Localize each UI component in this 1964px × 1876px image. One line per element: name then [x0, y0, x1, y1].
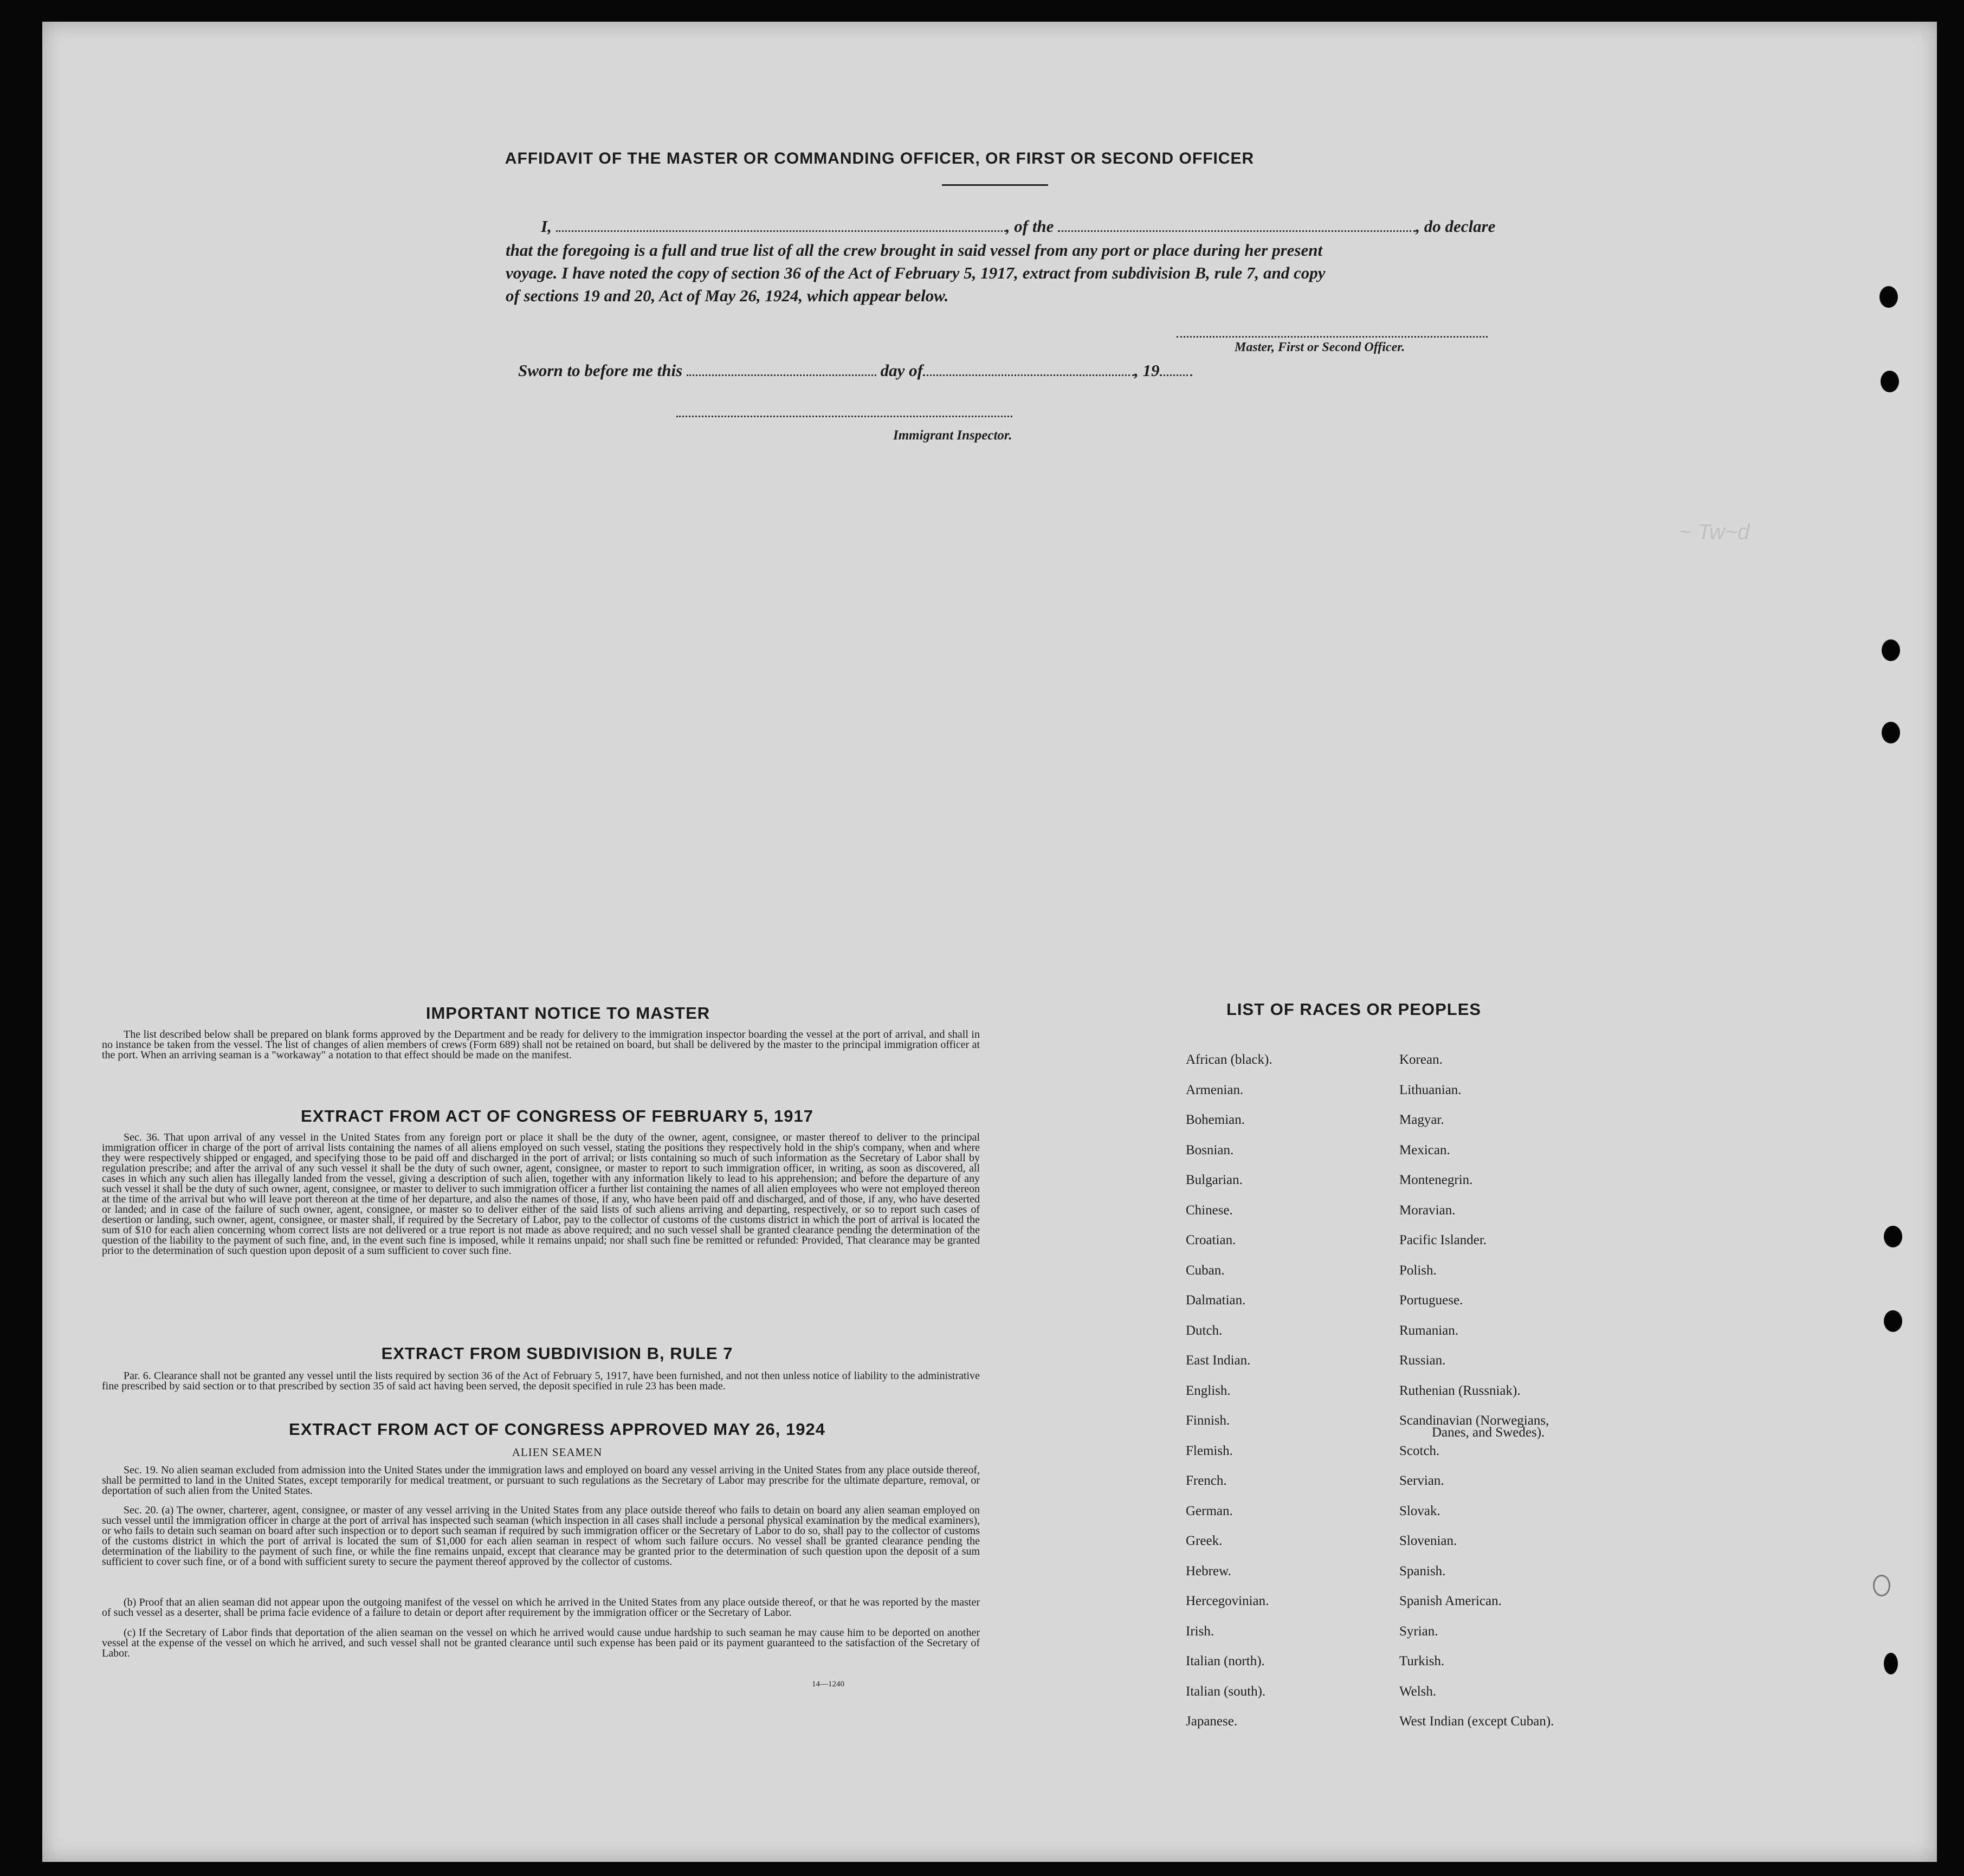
race-item: Bohemian.	[1186, 1112, 1245, 1127]
race-item: West Indian (except Cuban).	[1399, 1714, 1554, 1729]
affidavit-line1	[519, 217, 1571, 236]
race-item: Greek.	[1186, 1534, 1223, 1548]
race-item: Cuban.	[1186, 1263, 1225, 1278]
punch-hole	[1873, 1575, 1890, 1596]
race-item: Mexican.	[1399, 1142, 1450, 1157]
races-column-1	[1186, 1052, 1392, 1744]
race-item: Lithuanian.	[1399, 1082, 1462, 1097]
sworn-line	[518, 361, 1331, 380]
punch-hole	[1881, 371, 1899, 392]
race-item: Japanese.	[1186, 1714, 1238, 1729]
race-item: Slovak.	[1399, 1503, 1440, 1518]
extract-1924-subtitle: ALIEN SEAMEN	[512, 1446, 603, 1459]
inspector-signature-line[interactable]	[676, 416, 1012, 417]
form-number: 14—1240	[812, 1680, 844, 1689]
race-item: Italian (south).	[1186, 1684, 1266, 1699]
master-signature-line[interactable]	[1177, 336, 1488, 338]
race-item: Welsh.	[1399, 1684, 1437, 1699]
punch-hole	[1884, 1653, 1898, 1674]
notice-body: The list described below shall be prepared on blank forms approved by the Department and be ready for delivery to the immigration inspector boarding the vessel at the port of arrival, and shall in no instance be taken from the vessel. The list of changes of alien members of crews (Form 689) shall not be retained on board, but shall be delivered by the master to the principal immigration officer at the port. When an arriving seaman is a "workaway" a notation to that effect should be made on the manifest.	[102, 1028, 980, 1061]
race-item: Dalmatian.	[1186, 1293, 1246, 1308]
master-name-field[interactable]	[556, 230, 1006, 232]
race-item: Polish.	[1399, 1263, 1437, 1278]
race-item: Korean.	[1399, 1052, 1443, 1067]
extract-1924-title: EXTRACT FROM ACT OF CONGRESS APPROVED MAY 26, 1924	[289, 1420, 825, 1439]
sec-19-body: Sec. 19. No alien seaman excluded from admission into the United States under the immigration laws and employed on board any vessel arriving in the United States from any place outside thereof, shall be permitted to land in the United States, except temporarily for medical treatment, or pursuant to such regulations as the Secretary of Labor may prescribe for the ultimate departure, removal, or deportation of such alien from the United States.	[102, 1464, 980, 1497]
rule7-title: EXTRACT FROM SUBDIVISION B, RULE 7	[381, 1344, 733, 1363]
punch-hole	[1882, 722, 1900, 743]
race-item: African (black).	[1186, 1052, 1272, 1067]
notice-title: IMPORTANT NOTICE TO MASTER	[425, 1004, 710, 1023]
race-item: Bulgarian.	[1186, 1173, 1243, 1187]
punch-hole	[1884, 1226, 1902, 1247]
race-item: Finnish.	[1186, 1413, 1230, 1428]
race-item: French.	[1186, 1473, 1227, 1488]
race-item: Hebrew.	[1186, 1563, 1231, 1579]
race-item: Montenegrin.	[1399, 1173, 1473, 1187]
race-item: Irish.	[1186, 1623, 1214, 1639]
race-item: Pacific Islander.	[1399, 1233, 1487, 1247]
race-item: Portuguese.	[1399, 1293, 1463, 1308]
race-item: Spanish American.	[1399, 1594, 1502, 1608]
master-signature-caption: Master, First or Second Officer.	[1235, 340, 1405, 354]
affidavit-line4: of sections 19 and 20, Act of May 26, 1924, which appear below.	[506, 286, 949, 305]
race-item: Croatian.	[1186, 1233, 1236, 1247]
bleed-through-mark: ~ Tw~d	[1679, 520, 1750, 544]
affidavit-declare-label: , do declare	[1416, 217, 1496, 236]
race-item: Rumanian.	[1399, 1323, 1459, 1338]
day-of-label: day of	[880, 361, 923, 380]
race-item: Flemish.	[1186, 1443, 1233, 1458]
rule7-body: Par. 6. Clearance shall not be granted any vessel until the lists required by section 36 of the Act of February 5, 1917, have been furnished, and not then unless notice of liability to the administrative fine prescribed by said section or to that prescribed by section 35 of said act having been served, the deposit specified in rule 23 has been made.	[102, 1370, 980, 1392]
race-item: Dutch.	[1186, 1323, 1223, 1338]
race-item: Spanish.	[1399, 1563, 1446, 1579]
race-item: German.	[1186, 1503, 1233, 1518]
year-label: , 19	[1134, 361, 1160, 380]
sworn-year-field[interactable]	[1160, 374, 1192, 376]
sworn-month-field[interactable]	[923, 374, 1134, 376]
race-item: Chinese.	[1186, 1202, 1233, 1218]
sec-20-body: Sec. 20. (a) The owner, charterer, agent, consignee, or master of any vessel arriving in the United States from any place outside thereof who fails to detain on board any alien seaman employed on such vessel until the immigration officer in charge at the port of arrival has inspected such seaman (which inspection in all cases shall include a personal physical examination by the medical examiners), or who fails to detain such seaman on board after such inspection or to deport such seaman if required by such immigration officer or the Secretary of Labor to do so, shall pay to the collector of customs of the customs district in which the port of arrival is located the sum of $1,000 for each alien seaman in respect of whom such failure occurs. No vessel shall be granted clearance pending the determination of the liability to the payment of such fine, or while the fine remains unpaid, except that clearance may be granted prior to the determination of such question upon the deposit of a sum sufficient to cover such fine, or of a bond with sufficient surety to secure the payment thereof approved by the collector of customs.	[102, 1504, 980, 1568]
race-item: Bosnian.	[1186, 1142, 1234, 1157]
sec-20b-body: (b) Proof that an alien seaman did not appear upon the outgoing manifest of the vessel on which he arrived in the United States from any place outside thereof, or that he was reported by the master of such vessel as a deserter, shall be prima facie evidence of a failure to detain or deport after requirement by the immigration officer or the Secretary of Labor.	[102, 1596, 980, 1619]
race-item: Turkish.	[1399, 1654, 1445, 1668]
affidavit-of-the-label: , of the	[1005, 217, 1054, 236]
extract-1917-title: EXTRACT FROM ACT OF CONGRESS OF FEBRUARY 5, 1917	[301, 1107, 813, 1125]
race-item: English.	[1186, 1383, 1231, 1398]
race-item: Scandinavian (Norwegians,	[1399, 1413, 1549, 1428]
race-item: Ruthenian (Russniak).	[1399, 1383, 1521, 1398]
affidavit-title: AFFIDAVIT OF THE MASTER OR COMMANDING OFFICER, OR FIRST OR SECOND OFFICER	[505, 150, 1255, 167]
race-item: Syrian.	[1399, 1623, 1438, 1639]
punch-hole	[1879, 286, 1898, 308]
affidavit-title-rule	[942, 184, 1048, 186]
race-item: Armenian.	[1186, 1082, 1244, 1097]
race-item: Magyar.	[1399, 1112, 1444, 1127]
extract-1917-body: Sec. 36. That upon arrival of any vessel in the United States from any foreign port or place it shall be the duty of the owner, agent, consignee, or master thereof to deliver to the principal immigration officer in charge of the port of arrival lists containing the names of all aliens employed on such vessel, stating the positions they respectively hold in the ship's company, when and where they were respectively shipped or engaged, and specifying those to be paid off and discharged in the port of arrival; or lists containing so much of such information as the Secretary of Labor shall by regulation prescribe; and after the arrival of any such vessel it shall be the duty of such owner, agent, consignee, or master to report to such immigration officer, in writing, as soon as discovered, all cases in which any such alien has illegally landed from the vessel, giving a description of such alien, together with any information likely to lead to his apprehension; and before the departure of any such vessel it shall be the duty of such owner, agent, consignee, or master to deliver to such immigration officer a further list containing the names of all alien employees who were not employed thereon at the time of the arrival but who will leave port thereon at the time of her departure, and also the names of those, if any, who have been paid off and discharged, and of those, if any, who have deserted or landed; and in case of the failure of such owner, agent, consignee, or master so to deliver either of the said lists of such aliens arriving and departing, respectively, or so to report such cases of desertion or landing, such owner, agent, consignee, or master shall, if required by the Secretary of Labor, pay to the collector of customs of the customs district in which the port of arrival is located the sum of $10 for each alien concerning whom correct lists are not delivered or a true report is not made as above required; and no such vessel shall be granted clearance pending the determination of the question of the liability to the payment of such fine, and, in the event such fine is imposed, while it remains unpaid; nor shall such fine be remitted or refunded: Provided, That clearance may be granted prior to the determination of such question upon deposit of a sum sufficient to cover such fine.	[102, 1131, 980, 1257]
affidavit-i-label: I,	[541, 217, 552, 236]
race-item: Italian (north).	[1186, 1654, 1265, 1668]
race-item: Scotch.	[1399, 1443, 1440, 1458]
affidavit-line3: voyage. I have noted the copy of section 36 of the Act of February 5, 1917, extract from subdivision B, rule 7, and copy	[506, 263, 1326, 282]
race-item-scandinavian	[1399, 1413, 1649, 1444]
races-title: LIST OF RACES OR PEOPLES	[1226, 1000, 1482, 1019]
race-item: Russian.	[1399, 1353, 1446, 1368]
sworn-day-field[interactable]	[687, 374, 876, 376]
race-item: Hercegovinian.	[1186, 1594, 1269, 1608]
sworn-label: Sworn to before me this	[518, 361, 683, 380]
affidavit-line2: that the foregoing is a full and true list of all the crew brought in said vessel from any port or place during her present	[506, 241, 1323, 260]
race-item: East Indian.	[1186, 1353, 1251, 1368]
document-page	[42, 22, 1937, 1862]
vessel-name-field[interactable]	[1058, 230, 1416, 232]
punch-hole	[1882, 639, 1900, 661]
race-item: Slovenian.	[1399, 1534, 1457, 1548]
sec-20c-body: (c) If the Secretary of Labor finds that deportation of the alien seaman on the vessel on which he arrived would cause undue hardship to such seaman he may cause him to be deported on another vessel at the expense of the vessel on which he arrived, and such vessel shall not be granted clearance until such expense has been paid or its payment guaranteed to the satisfaction of the Secretary of Labor.	[102, 1627, 980, 1659]
race-item: Servian.	[1399, 1473, 1444, 1488]
inspector-caption: Immigrant Inspector.	[893, 428, 1012, 443]
race-item-continuation: Danes, and Swedes).	[1432, 1425, 1545, 1440]
races-column-2	[1399, 1052, 1649, 1744]
race-item: Moravian.	[1399, 1202, 1456, 1218]
punch-hole	[1884, 1310, 1902, 1332]
